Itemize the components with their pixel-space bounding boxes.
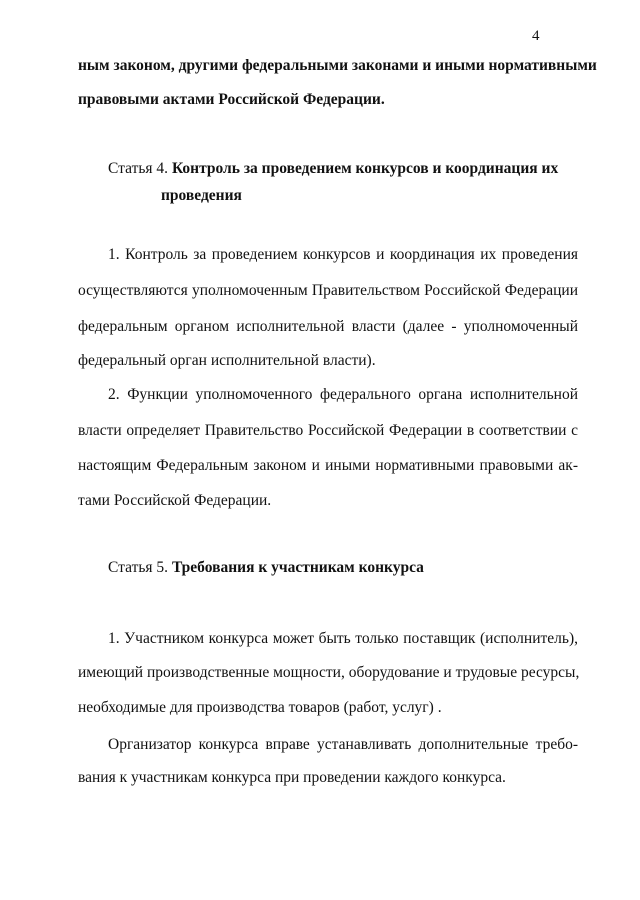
article-5-p2-line-1: Организатор конкурса вправе устанавливать дополнительные требо- (108, 736, 578, 753)
article-4-p2-line-4: тами Российской Федерации. (78, 492, 272, 509)
article-4-heading (108, 159, 558, 179)
article-4-p2-line-3: настоящим Федеральным законом и иными нормативными правовыми ак- (78, 457, 578, 474)
article-4-p2-line-1: 2. Функции уполномоченного федерального органа исполнительной (108, 386, 578, 403)
article-4-p1-line-2: осуществляются уполномоченным Правительством Российской Федерации (78, 282, 578, 299)
article-5-p1-line-2: имеющий производственные мощности, оборудование и трудовые ресурсы, (78, 664, 580, 681)
article-4-p1-line-4: федеральный орган исполнительной власти). (78, 352, 376, 369)
article-5-p1-line-3: необходимые для производства товаров (работ, услуг) . (78, 699, 442, 716)
article-4-p1-line-1: 1. Контроль за проведением конкурсов и координация их проведения (108, 246, 578, 263)
article-5-title: Требования к участникам конкурса (171, 559, 424, 576)
article-4-title-line-1: Контроль за проведением конкурсов и координация их (171, 160, 559, 177)
article-5-p1-line-1: 1. Участником конкурса может быть только поставщик (исполнитель), (108, 630, 578, 647)
article-5-heading (108, 558, 424, 578)
article-4-title-line-2: проведения (161, 187, 242, 204)
article-4-p1-line-3: федеральным органом исполнительной власти (далее - уполномоченный (78, 318, 578, 335)
article-5-p2-line-2: вания к участникам конкурса при проведении каждого конкурса. (78, 769, 506, 786)
article-4-p2-line-2: власти определяет Правительство Российской Федерации в соответствии с (78, 422, 578, 439)
article-4-label: Статья 4. (108, 160, 169, 177)
article-5-label: Статья 5. (108, 559, 169, 576)
intro-line-2: правовыми актами Российской Федерации. (78, 91, 385, 108)
intro-line-1: ным законом, другими федеральными законами и иными нормативными (78, 57, 597, 74)
page-number: 4 (532, 28, 540, 44)
article-4-title-continuation (161, 186, 242, 206)
